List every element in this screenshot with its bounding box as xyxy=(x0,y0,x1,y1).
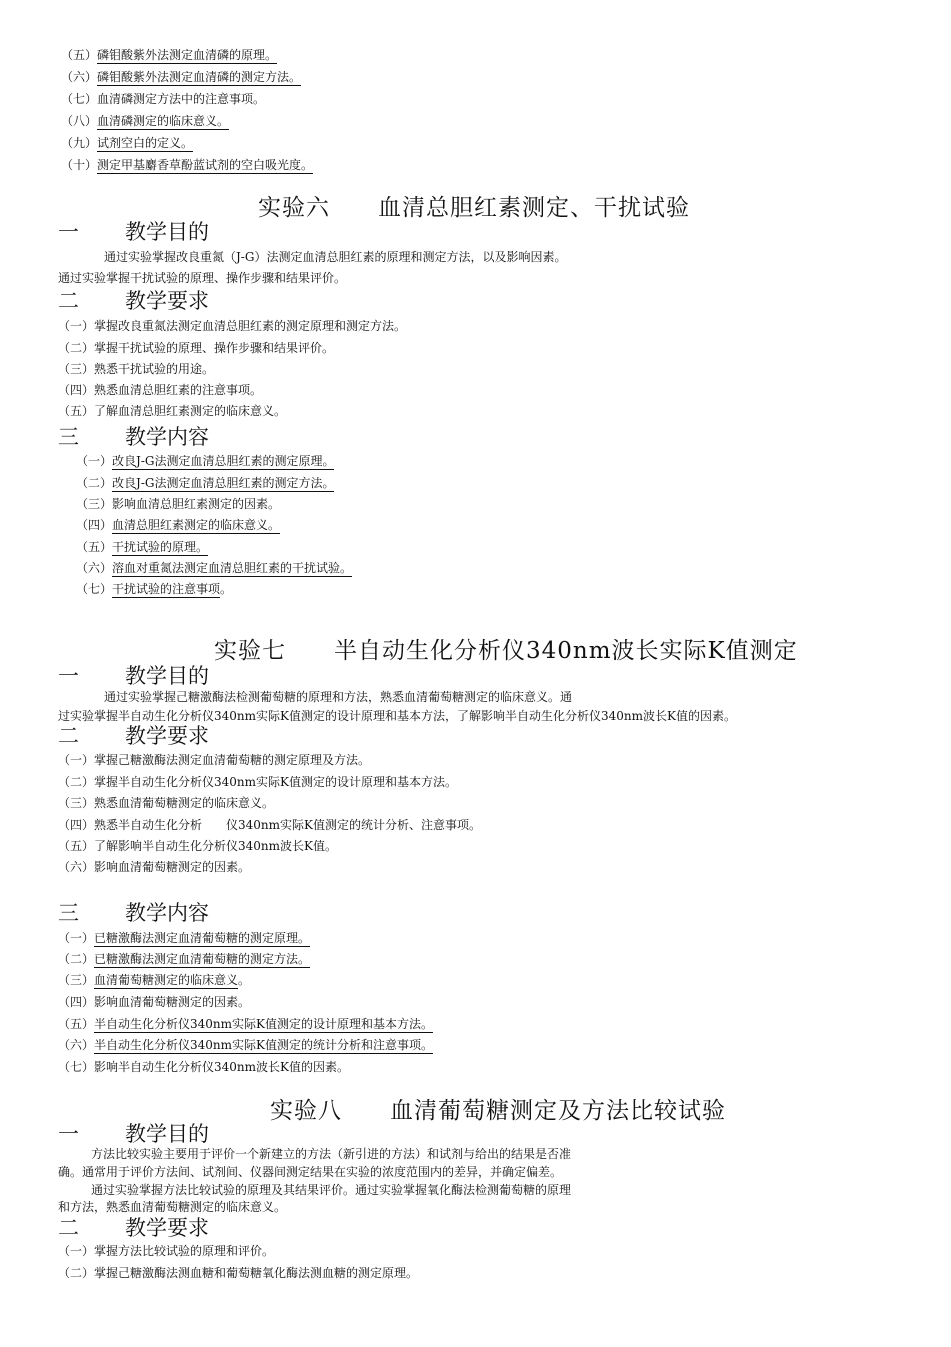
list-item: （九）试剂空白的定义。 xyxy=(61,136,194,150)
list-item: （一）掌握方法比较试验的原理和评价。 xyxy=(58,1244,275,1258)
list-item: （七）血清磷测定方法中的注意事项。 xyxy=(61,92,266,106)
list-item: （三）熟悉干扰试验的用途。 xyxy=(58,362,215,376)
list-item: （五）半自动生化分析仪340nm实际K值测定的设计原理和基本方法。 xyxy=(58,1017,433,1031)
list-item: （八）血清磷测定的临床意义。 xyxy=(61,114,230,128)
paragraph-line: 和方法，熟悉血清葡萄糖测定的临床意义。 xyxy=(58,1200,287,1214)
paragraph-line: 过实验掌握半自动生化分析仪340nm实际K值测定的设计原理和基本方法，了解影响半自动生化分析仪340nm波长K值的因素。 xyxy=(58,709,736,723)
section-heading: 二 教学要求 xyxy=(58,1216,209,1240)
list-item: （四）影响血清葡萄糖测定的因素。 xyxy=(58,995,251,1009)
paragraph-line: 确。通常用于评价方法间、试剂间、仪器间测定结果在实验的浓度范围内的差异，并确定偏差。 xyxy=(58,1165,563,1179)
list-item: （十）测定甲基麝香草酚蓝试剂的空白吸光度。 xyxy=(61,158,314,172)
section-heading: 一 教学目的 xyxy=(58,1122,209,1146)
section-title: 实验八 血清葡萄糖测定及方法比较试验 xyxy=(270,1098,726,1124)
section-heading: 一 教学目的 xyxy=(58,664,209,688)
section-title: 实验七 半自动生化分析仪340nm波长实际K值测定 xyxy=(214,638,798,664)
section-title: 实验六 血清总胆红素测定、干扰试验 xyxy=(258,195,690,221)
paragraph-line: 通过实验掌握己糖激酶法检测葡萄糖的原理和方法，熟悉血清葡萄糖测定的临床意义。通 xyxy=(104,690,573,704)
list-item: （二）已糖激酶法测定血清葡萄糖的测定方法。 xyxy=(58,952,311,966)
section-heading: 一 教学目的 xyxy=(58,220,209,244)
list-item: （五）了解血清总胆红素测定的临床意义。 xyxy=(58,404,287,418)
list-item: （五）了解影响半自动生化分析仪340nm波长K值。 xyxy=(58,839,337,853)
list-item: （二）掌握干扰试验的原理、操作步骤和结果评价。 xyxy=(58,341,335,355)
list-item: （五）磷钼酸紫外法测定血清磷的原理。 xyxy=(61,48,278,62)
list-item: （六）溶血对重氮法测定血清总胆红素的干扰试验。 xyxy=(76,561,353,575)
paragraph-line: 通过实验掌握改良重氮（J-G）法测定血清总胆红素的原理和测定方法，以及影响因素。 xyxy=(104,250,567,264)
list-item: （一）改良J-G法测定血清总胆红素的测定原理。 xyxy=(76,454,335,468)
list-item: （三）血清葡萄糖测定的临床意义。 xyxy=(58,973,251,987)
list-item: （四）血清总胆红素测定的临床意义。 xyxy=(76,518,281,532)
list-item: （四）熟悉半自动生化分析 仪340nm实际K值测定的统计分析、注意事项。 xyxy=(58,818,481,832)
list-item: （六）影响血清葡萄糖测定的因素。 xyxy=(58,860,251,874)
list-item: （五）干扰试验的原理。 xyxy=(76,540,209,554)
list-item: （六）磷钼酸紫外法测定血清磷的测定方法。 xyxy=(61,70,302,84)
list-item: （二）掌握己糖激酶法测血糖和葡萄糖氧化酶法测血糖的测定原理。 xyxy=(58,1266,419,1280)
section-heading: 二 教学要求 xyxy=(58,289,209,313)
list-item: （三）熟悉血清葡萄糖测定的临床意义。 xyxy=(58,796,275,810)
section-heading: 三 教学内容 xyxy=(58,425,209,449)
list-item: （七）影响半自动生化分析仪340nm波长K值的因素。 xyxy=(58,1060,349,1074)
paragraph-line: 方法比较实验主要用于评价一个新建立的方法（新引进的方法）和试剂与给出的结果是否准 xyxy=(91,1147,572,1161)
list-item: （一）掌握己糖激酶法测定血清葡萄糖的测定原理及方法。 xyxy=(58,753,371,767)
section-heading: 三 教学内容 xyxy=(58,901,209,925)
paragraph-line: 通过实验掌握方法比较试验的原理及其结果评价。通过实验掌握氧化酶法检测葡萄糖的原理 xyxy=(91,1183,572,1197)
list-item: （二）掌握半自动生化分析仪340nm实际K值测定的设计原理和基本方法。 xyxy=(58,775,457,789)
list-item: （一）已糖激酶法测定血清葡萄糖的测定原理。 xyxy=(58,931,311,945)
list-item: （一）掌握改良重氮法测定血清总胆红素的测定原理和测定方法。 xyxy=(58,319,407,333)
section-heading: 二 教学要求 xyxy=(58,724,209,748)
list-item: （六）半自动生化分析仪340nm实际K值测定的统计分析和注意事项。 xyxy=(58,1038,433,1052)
list-item: （七）干扰试验的注意事项。 xyxy=(76,582,233,596)
list-item: （二）改良J-G法测定血清总胆红素的测定方法。 xyxy=(76,476,335,490)
paragraph-line: 通过实验掌握干扰试验的原理、操作步骤和结果评价。 xyxy=(58,271,347,285)
list-item: （四）熟悉血清总胆红素的注意事项。 xyxy=(58,383,263,397)
list-item: （三）影响血清总胆红素测定的因素。 xyxy=(76,497,281,511)
